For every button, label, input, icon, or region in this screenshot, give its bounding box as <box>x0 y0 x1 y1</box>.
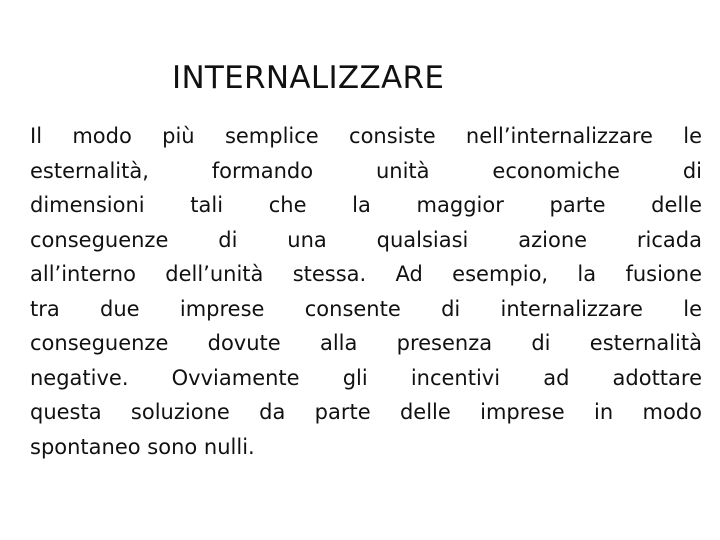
body-line: esternalità, formando unità economiche di <box>30 158 702 183</box>
body-line: all’interno dell’unità stessa. Ad esempio, la fusione <box>30 262 702 286</box>
body-line: dimensioni tali che la maggior parte delle <box>30 193 702 217</box>
body-line: conseguenze di una qualsiasi azione ricada <box>30 227 702 252</box>
body-line: spontaneo sono nulli. <box>30 434 255 459</box>
body-line: Il modo più semplice consiste nell’internalizzare le <box>30 124 702 148</box>
body-line: questa soluzione da parte delle imprese in modo <box>30 400 702 424</box>
slide-body-text <box>30 119 702 464</box>
body-line: conseguenze dovute alla presenza di esternalità <box>30 331 702 355</box>
slide-title: INTERNALIZZARE <box>172 60 445 96</box>
body-line: tra due imprese consente di internalizzare le <box>30 296 702 321</box>
body-line: negative. Ovviamente gli incentivi ad adottare <box>30 365 702 390</box>
